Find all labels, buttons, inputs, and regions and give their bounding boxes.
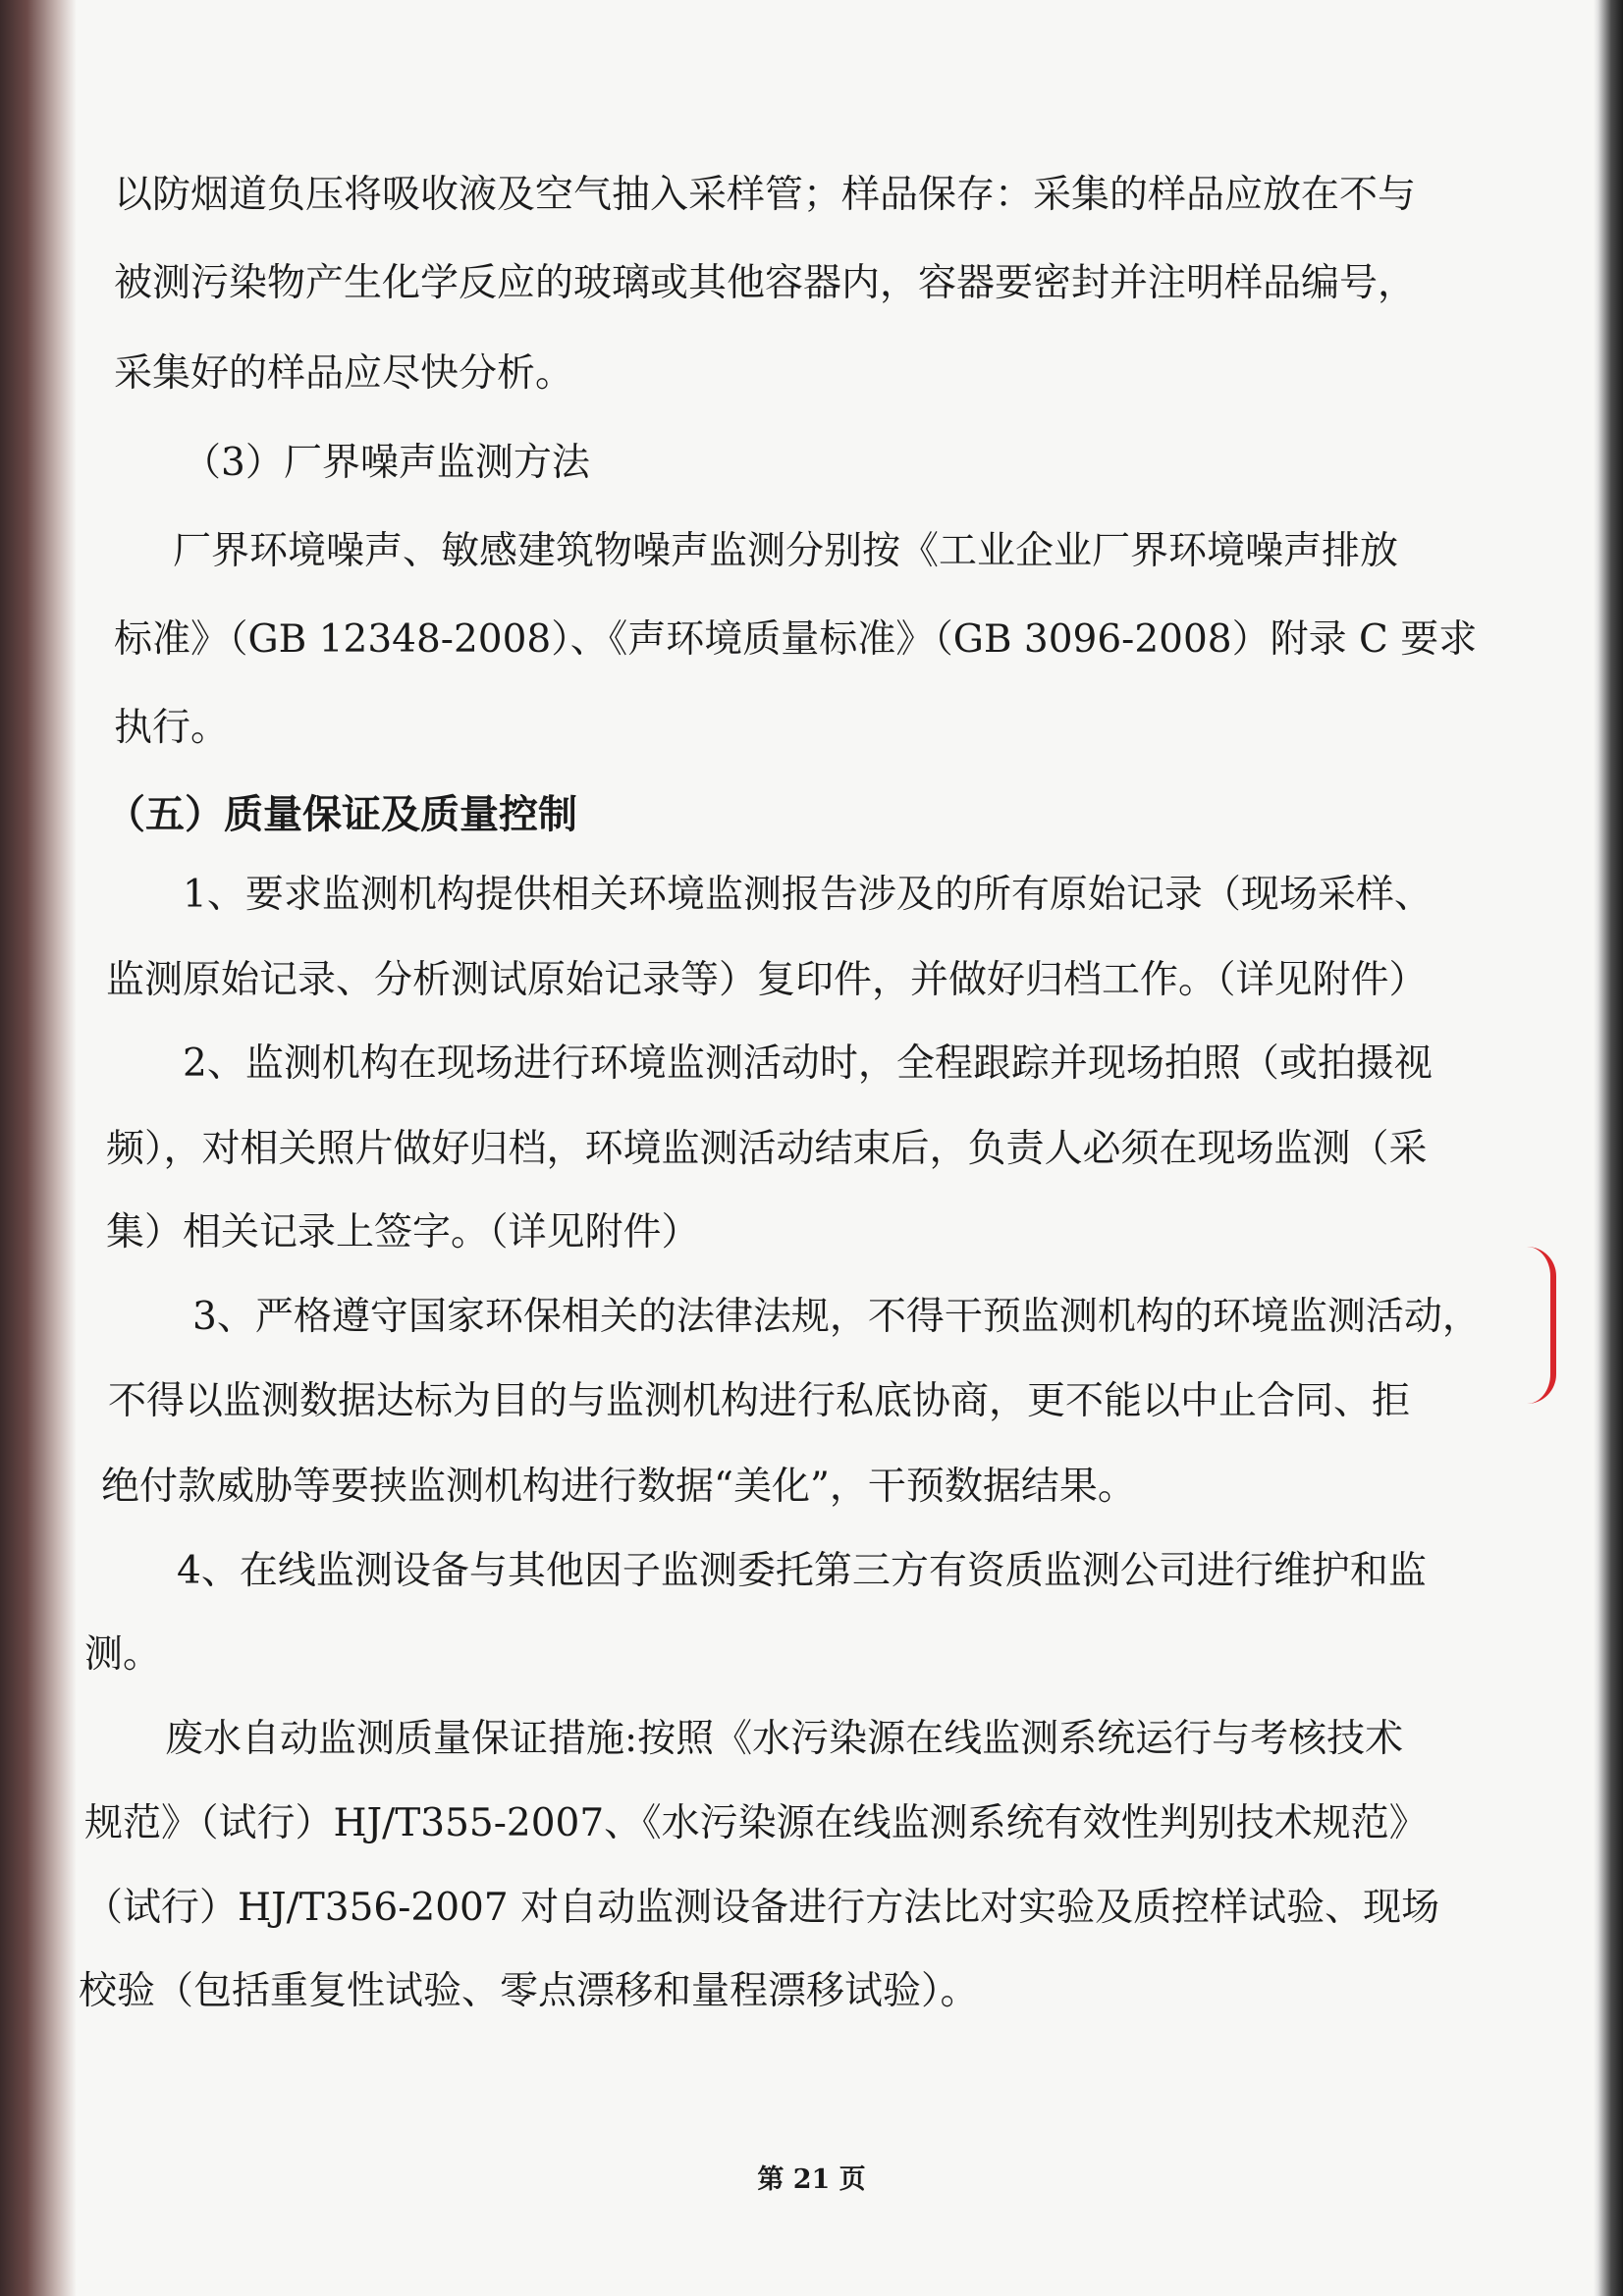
text-line-22: 校验（包括重复性试验、零点漂移和量程漂移试验）。	[79, 1969, 979, 2013]
text-line-11: 2、监测机构在现场进行环境监测活动时，全程跟踪并现场拍照（或拍摄视	[183, 1041, 1433, 1086]
red-stamp-fragment	[1527, 1247, 1556, 1404]
text-line-14: 3、严格遵守国家环保相关的法律法规，不得干预监测机构的环境监测活动，	[192, 1295, 1481, 1339]
text-line-9: 1、要求监测机构提供相关环境监测报告涉及的所有原始记录（现场采样、	[183, 873, 1433, 917]
text-line-5: 厂界环境噪声、敏感建筑物噪声监测分别按《工业企业厂界环境噪声排放	[173, 529, 1399, 573]
text-line-21: （试行）HJ/T356-2007 对自动监测设备进行方法比对实验及质控样试验、现场	[84, 1886, 1440, 1930]
text-line-20: 规范》（试行）HJ/T355-2007、《水污染源在线监测系统有效性判别技术规范》	[84, 1801, 1428, 1845]
text-line-3: 采集好的样品应尽快分析。	[114, 351, 574, 396]
text-line-2: 被测污染物产生化学反应的玻璃或其他容器内，容器要密封并注明样品编号，	[114, 261, 1417, 305]
text-line-17: 4、在线监测设备与其他因子监测委托第三方有资质监测公司进行维护和监	[177, 1549, 1427, 1593]
text-line-7: 执行。	[114, 706, 230, 750]
text-line-16: 绝付款威胁等要挟监测机构进行数据“美化”，干预数据结果。	[101, 1465, 1136, 1509]
text-line-10: 监测原始记录、分析测试原始记录等）复印件，并做好归档工作。（详见附件）	[106, 958, 1428, 1002]
text-line-12: 频），对相关照片做好归档，环境监测活动结束后，负责人必须在现场监测（采	[106, 1127, 1428, 1171]
text-line-6: 标准》（GB 12348-2008）、《声环境质量标准》（GB 3096-2008）附录 C 要求	[114, 617, 1478, 662]
section-heading: （五）质量保证及质量控制	[106, 792, 577, 837]
text-line-15: 不得以监测数据达标为目的与监测机构进行私底协商，更不能以中止合同、拒	[108, 1379, 1411, 1423]
text-line-1: 以防烟道负压将吸收液及空气抽入采样管；样品保存：采集的样品应放在不与	[114, 173, 1417, 217]
page-number: 第 21 页	[757, 2164, 866, 2195]
scan-right-edge	[1594, 0, 1623, 2296]
text-line-13: 集）相关记录上签字。（详见附件）	[106, 1210, 700, 1255]
text-line-4: （3）厂界噪声监测方法	[183, 441, 590, 485]
text-line-19: 废水自动监测质量保证措施:按照《水污染源在线监测系统运行与考核技术	[165, 1717, 1404, 1761]
text-line-18: 测。	[84, 1632, 162, 1677]
scan-left-edge	[0, 0, 77, 2296]
